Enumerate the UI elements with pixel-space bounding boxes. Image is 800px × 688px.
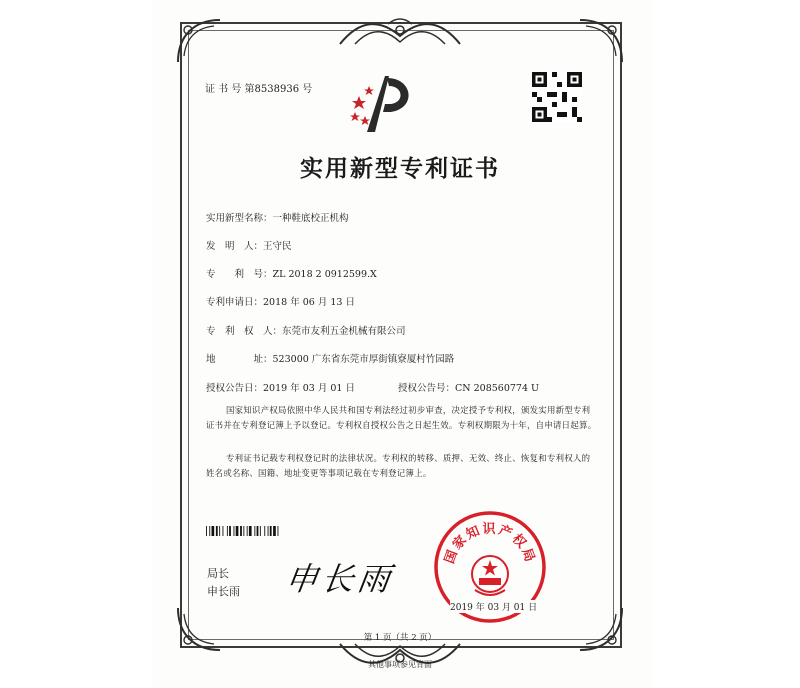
seal-text: 国家知识产权局 <box>442 522 538 566</box>
barcode-bar <box>223 526 224 536</box>
field-utility-model-name <box>206 213 349 225</box>
barcode-bar <box>273 526 276 536</box>
field-value: 2018 年 06 月 13 日 <box>263 297 355 308</box>
barcode-bar <box>257 526 259 536</box>
field-value: 王守民 <box>263 241 292 252</box>
field-patent-number <box>206 269 377 281</box>
corner-ornament-bottom-right <box>576 604 626 654</box>
barcode <box>206 526 328 536</box>
field-application-date <box>206 297 355 309</box>
field-value: 523000 广东省东莞市厚街镇寮厦村竹园路 <box>272 354 455 365</box>
director-title: 局长 <box>207 567 229 580</box>
field-label: 实用新型名称： <box>206 213 273 224</box>
field-grant-date <box>206 383 355 395</box>
barcode-bar <box>278 526 279 536</box>
field-label: 专利申请日： <box>206 297 264 308</box>
legal-status-note: 专利证书记载专利权登记时的法律状况。专利权的转移、质押、无效、终止、恢复和专利权人的姓名或名称、国籍、地址变更等事项记载在专利登记簿上。 <box>206 453 591 478</box>
page-number: 第 1 页（共 2 页） <box>363 633 437 643</box>
corner-ornament-top-right <box>576 16 626 66</box>
field-value: ZL 2018 2 0912599.X <box>272 269 377 280</box>
handwritten-signature: 申长雨 <box>283 560 397 598</box>
barcode-bar <box>247 526 248 536</box>
qr-code <box>532 72 582 122</box>
field-label: 专 利 权 人： <box>206 326 283 337</box>
grant-statement: 国家知识产权局依照中华人民共和国专利法经过初步审查，决定授予专利权，颁发实用新型专利证书并在专利登记簿上予以登记。专利权自授权公告之日起生效。专利权期限为十年，自申请日起算。 <box>206 405 597 430</box>
director-name: 申长雨 <box>207 585 240 598</box>
barcode-bar <box>229 526 231 536</box>
top-ornament <box>330 14 470 54</box>
cnipa-logo <box>345 68 425 138</box>
barcode-bar <box>219 526 220 536</box>
barcode-bar <box>268 526 269 536</box>
barcode-bar <box>264 526 265 536</box>
barcode-bar <box>240 526 242 536</box>
certificate-number: 证 书 号 第8538936 号 <box>205 84 313 95</box>
field-patentee <box>206 326 406 338</box>
field-label: 地 址： <box>206 354 273 365</box>
barcode-bar <box>227 526 228 536</box>
field-label: 授权公告日： <box>206 383 264 394</box>
field-grant-number <box>398 383 539 395</box>
back-side-note: 其他事项参见背面 <box>368 660 432 669</box>
barcode-bar <box>236 526 239 536</box>
seal-date: 2019 年 03 月 01 日 <box>450 600 537 613</box>
field-inventor <box>206 241 292 253</box>
barcode-bar <box>243 526 244 536</box>
barcode-bar <box>249 526 252 536</box>
barcode-bar <box>216 526 218 536</box>
field-label: 授权公告号： <box>398 383 456 394</box>
field-value: 2019 年 03 月 01 日 <box>263 383 355 394</box>
field-label: 专 利 号： <box>206 269 273 280</box>
field-value: 东莞市友利五金机械有限公司 <box>282 326 406 337</box>
barcode-bar <box>212 526 215 536</box>
field-value: CN 208560774 U <box>455 383 540 394</box>
field-label: 发 明 人： <box>206 241 264 252</box>
field-value: 一种鞋底校正机构 <box>272 213 349 224</box>
field-address <box>206 354 454 366</box>
barcode-bar <box>254 526 255 536</box>
barcode-bar <box>206 526 207 536</box>
barcode-bar <box>260 526 261 536</box>
corner-ornament-bottom-left <box>174 604 224 654</box>
barcode-bar <box>234 526 235 536</box>
barcode-bar <box>270 526 272 536</box>
certificate-title: 实用新型专利证书 <box>300 155 500 182</box>
barcode-bar <box>209 526 210 536</box>
svg-text:国家知识产权局 <box>441 521 537 566</box>
corner-ornament-top-left <box>174 16 224 66</box>
